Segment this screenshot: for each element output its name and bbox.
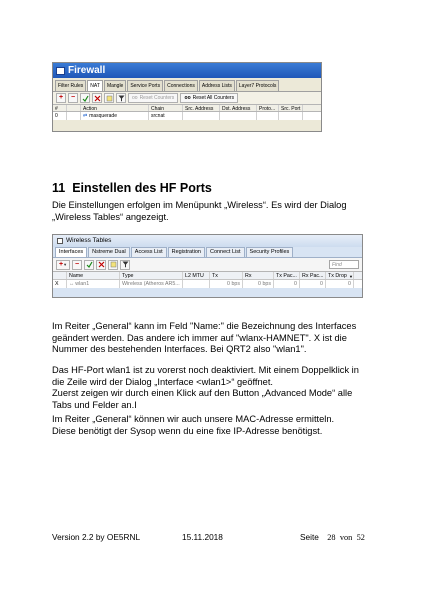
col-dst-address[interactable]: Dst. Address: [220, 105, 257, 111]
add-button[interactable]: +: [56, 93, 66, 103]
col-tx-packets[interactable]: Tx Pac...: [274, 272, 300, 279]
col-src-address[interactable]: Src. Address: [183, 105, 220, 111]
footer-page-of: von: [339, 533, 353, 542]
table-row[interactable]: [53, 280, 362, 288]
enable-button[interactable]: [84, 260, 94, 270]
remove-button[interactable]: −: [68, 93, 78, 103]
tab-registration[interactable]: Registration: [168, 247, 205, 257]
paragraph-mac-address: [52, 414, 392, 437]
col-proto[interactable]: Proto...: [257, 105, 279, 111]
section-number: 11: [52, 181, 66, 195]
add-dropdown-button[interactable]: [56, 260, 70, 270]
filter-button[interactable]: [120, 260, 130, 270]
paragraph-line: die Zeile wird der Dialog „Interface <wlan1>“ geöffnet.: [52, 376, 274, 387]
footer-page-total: 52: [356, 533, 365, 542]
col-number[interactable]: #: [53, 105, 67, 111]
tab-layer7-protocols[interactable]: Layer7 Protocols: [236, 80, 280, 91]
reset-all-counters-button[interactable]: [180, 93, 238, 103]
cross-icon: [94, 95, 101, 102]
row-rx: 0 bps: [243, 280, 274, 288]
remove-button[interactable]: [72, 260, 82, 270]
paragraph-line: Nummer des bestehenden Interfaces. Bei QRT2 also "wlan1".: [52, 344, 307, 355]
chevron-down-icon: ▼: [349, 274, 353, 279]
add-icon: +: [58, 260, 64, 268]
row-rx-packets: 0: [300, 280, 326, 288]
col-flag: [53, 272, 67, 279]
firewall-titlebar: [53, 63, 321, 78]
paragraph-line: Tabs und Felder an.I: [52, 399, 137, 410]
row-name-label: wlan1: [75, 281, 90, 287]
paragraph-line: Im Reiter „General“ kann im Feld "Name:" die Bezeichnung des Interfaces: [52, 321, 357, 331]
paragraph-name-field: [52, 321, 392, 356]
section-heading: [52, 181, 212, 195]
row-src-address: [183, 112, 220, 120]
wireless-title: Wireless Tables: [66, 237, 112, 244]
minus-icon: −: [74, 260, 80, 268]
tab-connect-list[interactable]: Connect List: [206, 247, 245, 257]
firewall-toolbar: [53, 91, 321, 104]
row-chain: srcnat: [149, 112, 183, 120]
masquerade-icon: ⇄: [83, 113, 88, 119]
row-tx: 0 bps: [210, 280, 243, 288]
wireless-table-header: [53, 271, 362, 280]
section-title: Einstellen des HF Ports: [72, 181, 212, 195]
reset-counters-label: Reset Counters: [139, 95, 175, 101]
window-icon: [56, 67, 65, 75]
paragraph-hf-port: [52, 365, 392, 411]
footer-date: 15.11.2018: [182, 532, 223, 542]
footer-page-label: Seite: [300, 532, 319, 542]
tab-nat[interactable]: NAT: [87, 80, 103, 91]
tab-mangle[interactable]: Mangle: [104, 80, 126, 91]
tab-connections[interactable]: Connections: [164, 80, 198, 91]
col-chain[interactable]: Chain: [149, 105, 183, 111]
comment-button[interactable]: [104, 93, 114, 103]
check-icon: [86, 261, 93, 268]
row-l2-mtu: [183, 280, 210, 288]
wireless-tables-window: [52, 234, 363, 298]
col-name[interactable]: Name: [67, 272, 120, 279]
filter-button[interactable]: [116, 93, 126, 103]
col-tx-drop[interactable]: [326, 272, 354, 279]
tab-nstreme-dual[interactable]: Nstreme Dual: [88, 247, 130, 257]
intro-line: „Wireless Tables“ angezeigt.: [52, 211, 169, 222]
col-flag: [67, 105, 81, 111]
row-flag: [67, 112, 81, 120]
reset-counters-button[interactable]: [128, 93, 178, 103]
paragraph-line: Das HF-Port wlan1 ist zu vorerst noch deaktiviert. Mit einem Doppelklick in: [52, 365, 359, 375]
row-number: 0: [53, 112, 67, 120]
reset-all-counters-label: Reset All Counters: [192, 95, 235, 101]
footer-page: [300, 532, 365, 542]
col-tx-drop-label: Tx Drop: [328, 273, 347, 279]
cross-icon: [98, 261, 105, 268]
footer-version: Version 2.2 by OE5RNL: [52, 532, 141, 542]
firewall-tabs: [53, 80, 321, 91]
col-type[interactable]: Type: [120, 272, 183, 279]
reset-counters-icon: oo: [132, 95, 138, 101]
wireless-tabs: [53, 247, 362, 257]
wireless-titlebar: [53, 235, 362, 247]
row-name: [67, 280, 120, 288]
comment-button[interactable]: [108, 260, 118, 270]
col-rx[interactable]: Rx: [243, 272, 274, 279]
row-src-port: [279, 112, 303, 120]
col-src-port[interactable]: Src. Port: [279, 105, 303, 111]
row-flag: X: [53, 280, 67, 288]
intro-line: Die Einstellungen erfolgen im Menüpunkt „Wireless“. Es wird der Dialog: [52, 200, 347, 210]
col-tx[interactable]: Tx: [210, 272, 243, 279]
wireless-toolbar: [53, 257, 362, 271]
disable-button[interactable]: [96, 260, 106, 270]
paragraph-line: Diese benötigt der Sysop wenn du eine fixe IP-Adresse benötigst.: [52, 425, 323, 436]
interface-icon: ↔: [69, 281, 75, 287]
row-tx-drop: 0: [326, 280, 354, 288]
paragraph-line: Im Reiter „General“ können wir auch unsere MAC-Adresse ermitteln.: [52, 414, 335, 424]
row-action-label: masquerade: [89, 113, 117, 119]
row-dst-address: [220, 112, 257, 120]
firewall-window: [52, 62, 322, 132]
table-row[interactable]: [53, 112, 321, 120]
check-icon: [82, 95, 89, 102]
disable-button[interactable]: [92, 93, 102, 103]
firewall-title: Firewall: [68, 65, 106, 76]
tab-interfaces[interactable]: Interfaces: [55, 247, 87, 257]
tab-access-list[interactable]: Access List: [131, 247, 167, 257]
tab-service-ports[interactable]: Service Ports: [127, 80, 163, 91]
paragraph-line: geändert werden. Das andere ich immer auf "wlanx-HAMNET". X ist die: [52, 332, 347, 343]
chevron-down-icon: ▼: [63, 261, 68, 267]
firewall-table-header: [53, 104, 321, 112]
col-action[interactable]: Action: [81, 105, 149, 111]
col-l2-mtu[interactable]: L2 MTU: [183, 272, 210, 279]
note-icon: [106, 95, 113, 102]
enable-button[interactable]: [80, 93, 90, 103]
find-input[interactable]: Find: [329, 260, 359, 269]
row-type: Wireless (Atheros AR5...: [120, 280, 183, 288]
intro-paragraph: [52, 200, 392, 223]
row-proto: [257, 112, 279, 120]
filter-icon: [118, 95, 125, 102]
filter-icon: [122, 261, 129, 268]
footer-page-number: 28: [327, 533, 336, 542]
row-tx-packets: 0: [274, 280, 300, 288]
tab-filter-rules[interactable]: Filter Rules: [55, 80, 86, 91]
paragraph-line: Zuerst zeigen wir durch einen Klick auf den Button „Advanced Mode“ alle: [52, 388, 353, 399]
row-action: [81, 112, 149, 120]
window-icon: [57, 238, 63, 244]
reset-all-counters-icon: oo: [184, 95, 191, 101]
col-rx-packets[interactable]: Rx Pac...: [300, 272, 326, 279]
note-icon: [110, 261, 117, 268]
tab-address-lists[interactable]: Address Lists: [199, 80, 235, 91]
tab-security-profiles[interactable]: Security Profiles: [246, 247, 294, 257]
